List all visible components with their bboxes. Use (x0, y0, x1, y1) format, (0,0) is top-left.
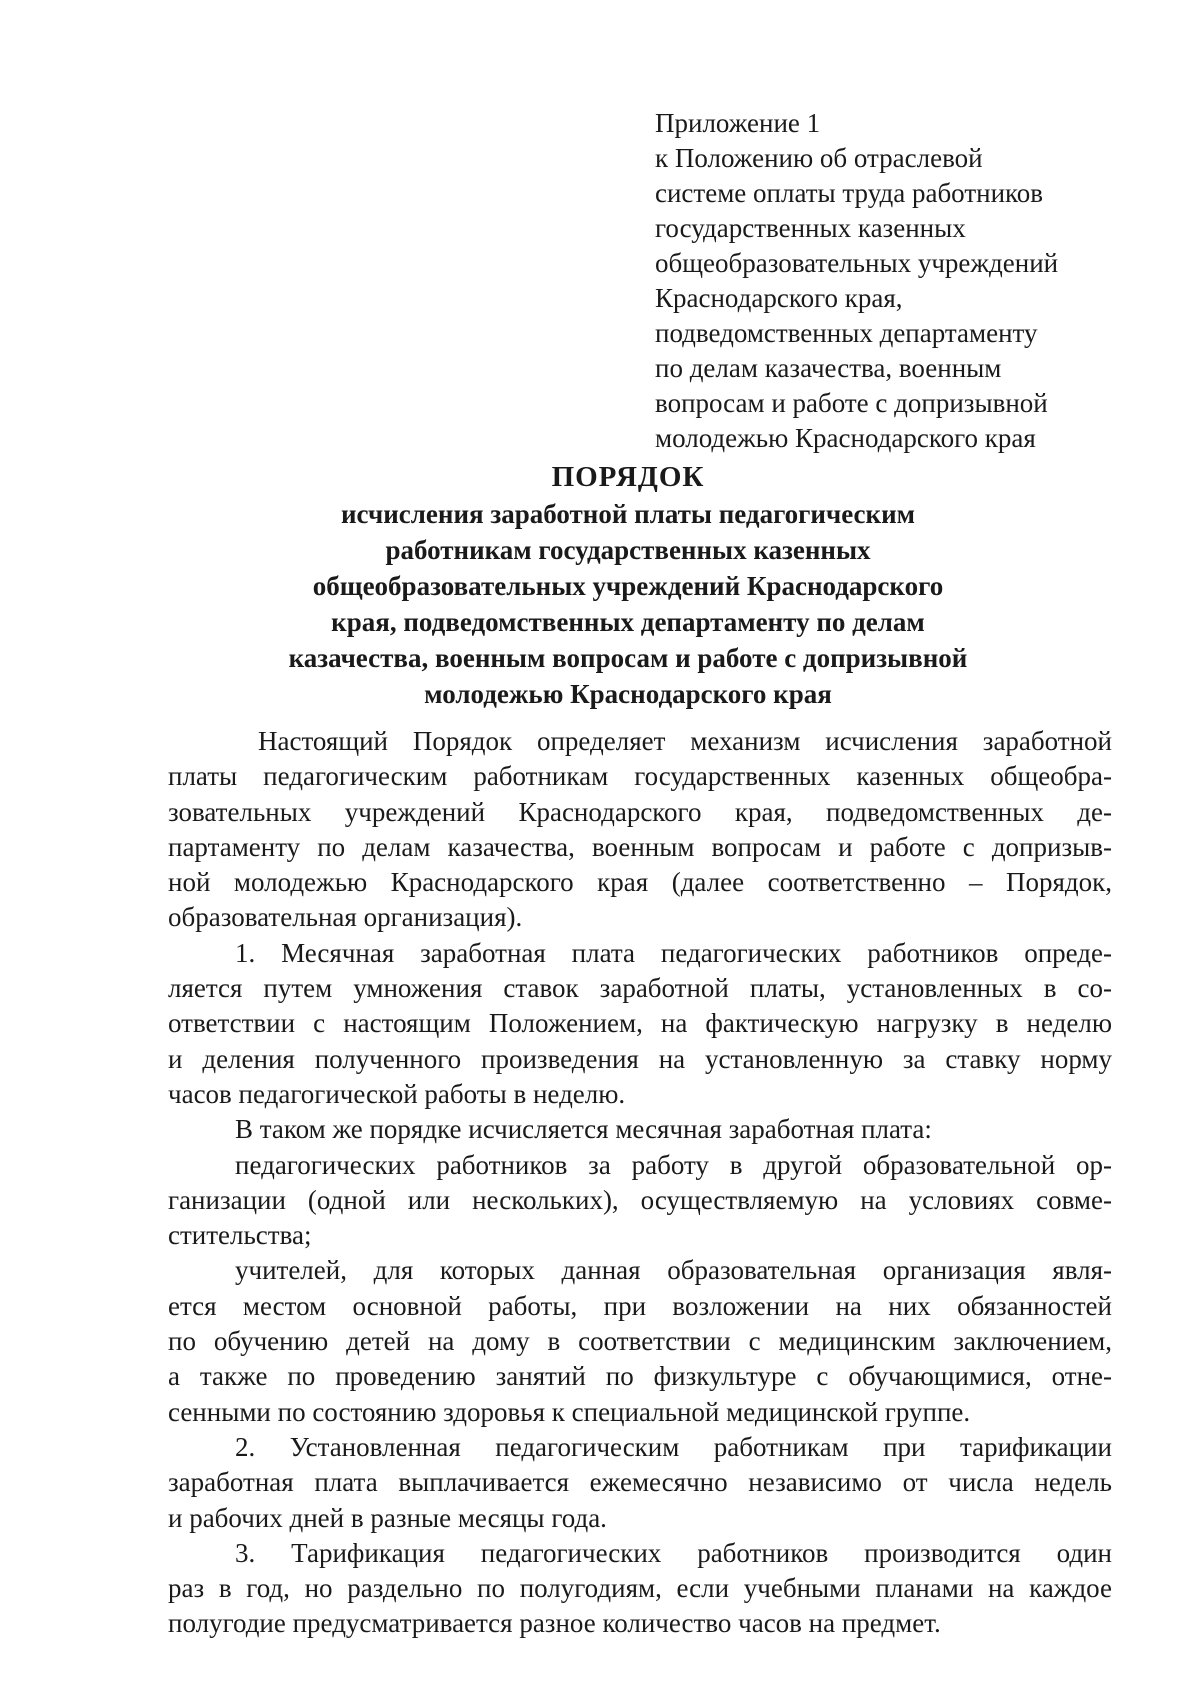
appendix-line: молодежью Краснодарского края (655, 423, 1036, 453)
title-line: исчисления заработной платы педагогическим (340, 499, 916, 529)
body-line: образовательная организация). (168, 902, 523, 933)
body-line: а также по проведению занятий по физкультуре с обучающимися, отне- (168, 1361, 1112, 1392)
body-line: педагогических работников за работу в другой образовательной ор- (235, 1149, 1112, 1180)
body-line: раз в год, но раздельно по полугодиям, если учебными планами на каждое (168, 1573, 1112, 1604)
title-line: молодежью Краснодарского края (424, 679, 832, 709)
appendix-line: общеобразовательных учреждений (655, 248, 1059, 278)
appendix-note (655, 106, 1125, 456)
body-line: ется местом основной работы, при возложении на них обязанностей (168, 1290, 1112, 1321)
body-line: Настоящий Порядок определяет механизм исчисления заработной (258, 726, 1112, 756)
body-line: партаменту по делам казачества, военным вопросам и работе с допризыв- (168, 831, 1112, 862)
title-line: работникам государственных казенных (385, 535, 871, 565)
appendix-line: вопросам и работе с допризывной (655, 388, 1048, 418)
document-title (168, 458, 1088, 712)
body-line: В таком же порядке исчисляется месячная заработная плата: (235, 1114, 932, 1145)
appendix-line: к Положению об отраслевой (655, 143, 983, 173)
title-line: края, подведомственных департаменту по делам (331, 607, 925, 637)
body-line: и деления полученного произведения на установленную за ставку норму (168, 1043, 1112, 1074)
body-line: ляется путем умножения ставок заработной платы, установленных в со- (168, 973, 1112, 1004)
title-subheading (168, 496, 1088, 712)
body-line: и рабочих дней в разные месяцы года. (168, 1502, 607, 1533)
body-line: учителей, для которых данная образовательная организация явля- (235, 1255, 1112, 1286)
body-line: заработная плата выплачивается ежемесячно независимо от числа недель (168, 1467, 1112, 1498)
body-line: сенными по состоянию здоровья к специальной медицинской группе. (168, 1396, 971, 1427)
appendix-line: Краснодарского края, (655, 283, 903, 313)
body-line: по обучению детей на дому в соответствии с медицинским заключением, (168, 1326, 1112, 1357)
body-line: стительства; (168, 1220, 312, 1251)
document-body (168, 724, 1112, 1642)
appendix-line: Приложение 1 (655, 108, 821, 138)
appendix-line: системе оплаты труда работников (655, 178, 1044, 208)
body-line: часов педагогической работы в неделю. (168, 1078, 626, 1109)
body-line: ной молодежью Краснодарского края (далее соответственно – Порядок, (168, 867, 1112, 898)
title-heading: ПОРЯДОК (551, 461, 705, 493)
body-line: зовательных учреждений Краснодарского края, подведомственных де- (168, 796, 1112, 827)
body-line: 3. Тарификация педагогических работников производится один (235, 1537, 1112, 1568)
appendix-line: по делам казачества, военным (655, 353, 1002, 383)
body-line: 2. Установленная педагогическим работникам при тарификации (235, 1431, 1112, 1462)
title-line: казачества, военным вопросам и работе с допризывной (288, 643, 968, 673)
body-line: 1. Месячная заработная плата педагогических работников опреде- (235, 937, 1112, 968)
title-line: общеобразовательных учреждений Краснодарского (312, 571, 944, 601)
body-line: платы педагогическим работникам государственных казенных общеобра- (168, 761, 1112, 792)
body-line: ответствии с настоящим Положением, на фактическую нагрузку в неделю (168, 1008, 1112, 1039)
body-line: ганизации (одной или нескольких), осуществляемую на условиях совме- (168, 1184, 1112, 1215)
appendix-line: подведомственных департаменту (655, 318, 1038, 348)
body-line: полугодие предусматривается разное количество часов на предмет. (168, 1608, 941, 1639)
appendix-line: государственных казенных (655, 213, 966, 243)
